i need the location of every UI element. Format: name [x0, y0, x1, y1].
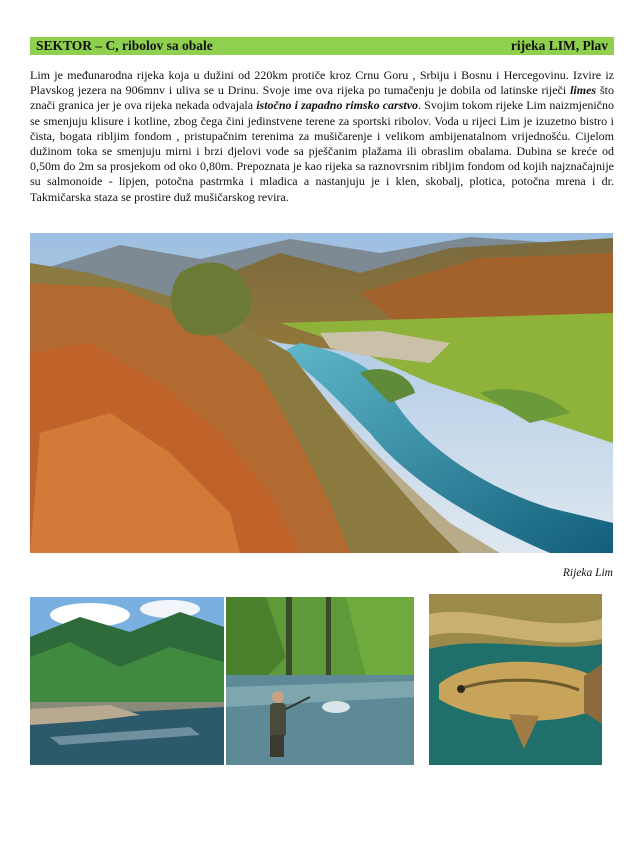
section-header-bar: [30, 37, 614, 55]
trout-underwater-photo: [429, 594, 602, 765]
mountain-river-photo: [30, 597, 224, 765]
text-part-2: što znači granica jer je ova rijeka nekada odvajala: [30, 83, 614, 113]
limes-term: limes: [570, 83, 597, 98]
river-location: rijeka LIM, Plav: [510, 38, 608, 53]
empire-term: istočno i zapadno rimsko carstvo: [256, 98, 419, 113]
angler-fishing-photo: [226, 597, 414, 765]
text-part-3: . Svojim tokom rijeke Lim naizmjenično se smenjuju klisure i kotline, zbog čega čini jedinstvene terene za sportski ribolov. Voda u rijeci Lim je izuzetno bistro i čista, bogata ribljim fondom , pristupačnim terenima za mušičarenje i velikom ambijenatalnom vrijednošću. Cijelom dužinom toka se smenjuju mirni i brzi djelovi vode sa pješčanim plažama ili obraslim obalama. Dubina se kreće od 0,50m do 2m sa prosjekom od oko 0,80m. Prepoznata je kao rijeka sa raznovrsnim ribljim fondom od kojih najznačajnije su salmonoide - lipjen, potočna pastrmka i mladica a nastanjuju je i klen, skobalj, plotica, potočna mrena i dr. Takmičarska staza se prostire duž mušičarskog revira.: [30, 98, 614, 204]
sector-title: SEKTOR – C, ribolov sa obale: [36, 38, 213, 53]
photo-caption: Rijeka Lim: [562, 567, 613, 579]
lim-river-landscape-photo: [30, 233, 613, 553]
description-paragraph: [30, 68, 614, 205]
text-part-1: Lim je međunarodna rijeka koja u dužini od 220km protiče kroz Crnu Goru , Srbiju i Bosnu i Hercegovinu. Izvire iz Plavskog jezera na 906mnv i uliva se u Drinu. Svoje ime ova rijeka po tumačenju je dobila od latinske riječi: [30, 68, 614, 98]
